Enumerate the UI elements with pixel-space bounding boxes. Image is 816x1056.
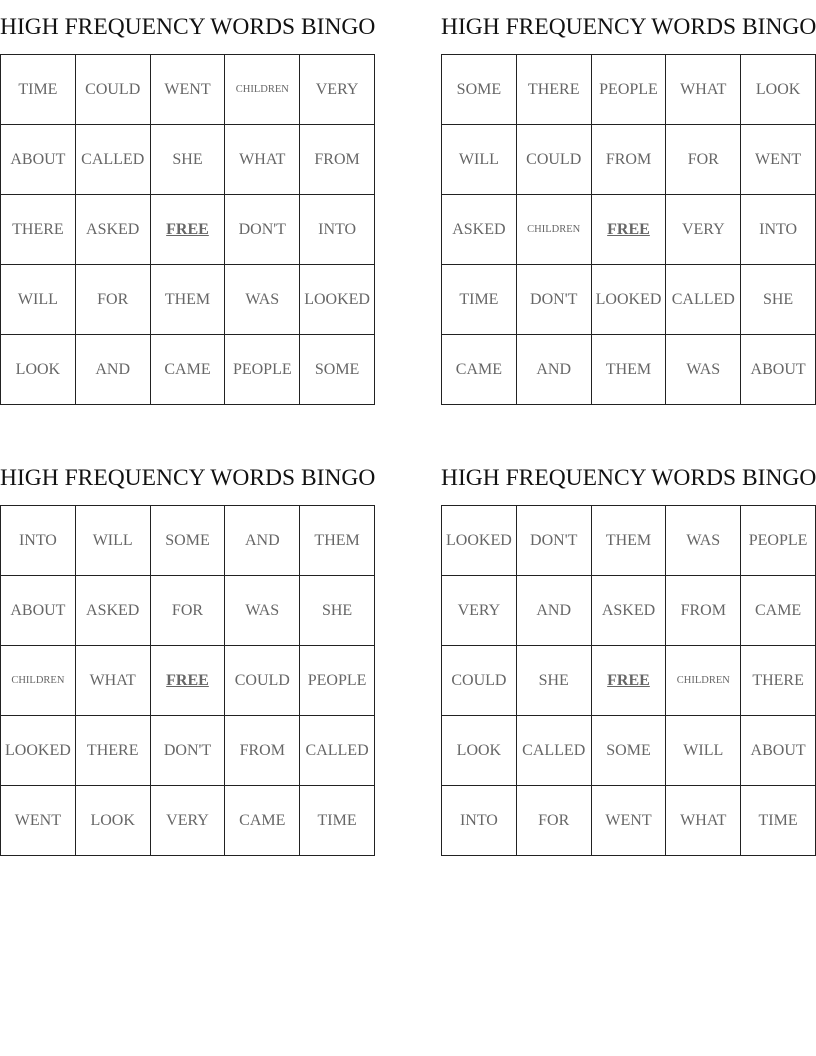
bingo-cell: INTO <box>442 786 517 856</box>
free-space-cell: FREE <box>591 195 666 265</box>
bingo-grid <box>441 54 816 405</box>
bingo-cell: CAME <box>442 335 517 405</box>
grid-row <box>442 716 816 786</box>
bingo-cell: DON'T <box>516 506 591 576</box>
grid-row <box>1 786 375 856</box>
bingo-cell: PEOPLE <box>741 506 816 576</box>
free-space-cell: FREE <box>150 646 225 716</box>
bingo-cell: WHAT <box>666 786 741 856</box>
bingo-cell: LOOKED <box>442 506 517 576</box>
bingo-cell: CHILDREN <box>516 195 591 265</box>
bingo-cell: CALLED <box>666 265 741 335</box>
bingo-cell: AND <box>516 576 591 646</box>
bingo-cell: WENT <box>150 55 225 125</box>
grid-row <box>442 335 816 405</box>
bingo-cell: TIME <box>741 786 816 856</box>
bingo-cell: COULD <box>225 646 300 716</box>
bingo-cell: VERY <box>442 576 517 646</box>
bingo-cell: WAS <box>666 506 741 576</box>
bingo-cell: COULD <box>516 125 591 195</box>
bingo-cell: SOME <box>150 506 225 576</box>
grid-row <box>1 335 375 405</box>
bingo-cell: ASKED <box>75 195 150 265</box>
bingo-cell: LOOKED <box>591 265 666 335</box>
bingo-cell: CALLED <box>75 125 150 195</box>
grid-row <box>442 265 816 335</box>
bingo-cell: WHAT <box>666 55 741 125</box>
bingo-cell: THERE <box>516 55 591 125</box>
bingo-cell: FROM <box>225 716 300 786</box>
bingo-cell: FOR <box>150 576 225 646</box>
bingo-cell: CHILDREN <box>666 646 741 716</box>
grid-row <box>442 576 816 646</box>
bingo-cell: THERE <box>75 716 150 786</box>
grid-row <box>1 125 375 195</box>
bingo-cell: CAME <box>150 335 225 405</box>
grid-row <box>1 716 375 786</box>
bingo-cell: CHILDREN <box>225 55 300 125</box>
bingo-cell: WHAT <box>75 646 150 716</box>
bingo-cell: LOOKED <box>1 716 76 786</box>
bingo-cell: WILL <box>1 265 76 335</box>
bingo-cell: WAS <box>225 576 300 646</box>
free-space-cell: FREE <box>150 195 225 265</box>
bingo-cell: AND <box>516 335 591 405</box>
bingo-cell: INTO <box>300 195 375 265</box>
bingo-cell: DON'T <box>150 716 225 786</box>
bingo-cell: FOR <box>75 265 150 335</box>
bingo-grid <box>0 505 375 856</box>
bingo-cell: VERY <box>300 55 375 125</box>
grid-row <box>442 125 816 195</box>
bingo-cell: SOME <box>442 55 517 125</box>
bingo-cell: LOOK <box>442 716 517 786</box>
grid-row <box>1 195 375 265</box>
bingo-cell: ASKED <box>75 576 150 646</box>
bingo-cell: CALLED <box>300 716 375 786</box>
grid-row <box>442 646 816 716</box>
bingo-cell: COULD <box>442 646 517 716</box>
card-title: HIGH FREQUENCY WORDS BINGO <box>0 465 376 491</box>
bingo-cell: WENT <box>591 786 666 856</box>
bingo-cell: ABOUT <box>1 125 76 195</box>
bingo-cell: ABOUT <box>741 716 816 786</box>
grid-row <box>1 55 375 125</box>
bingo-cell: SOME <box>591 716 666 786</box>
bingo-cell: THEM <box>150 265 225 335</box>
grid-row <box>442 506 816 576</box>
bingo-cell: COULD <box>75 55 150 125</box>
bingo-cell: PEOPLE <box>300 646 375 716</box>
bingo-cell: DON'T <box>516 265 591 335</box>
bingo-cell: WENT <box>1 786 76 856</box>
bingo-cell: AND <box>225 506 300 576</box>
grid-row <box>442 786 816 856</box>
grid-row <box>1 265 375 335</box>
bingo-cell: WAS <box>666 335 741 405</box>
bingo-cell: SHE <box>150 125 225 195</box>
bingo-cell: SHE <box>516 646 591 716</box>
bingo-cell: THEM <box>591 506 666 576</box>
bingo-cell: CAME <box>225 786 300 856</box>
bingo-cell: CHILDREN <box>1 646 76 716</box>
bingo-cell: TIME <box>300 786 375 856</box>
bingo-cell: CALLED <box>516 716 591 786</box>
card-title: HIGH FREQUENCY WORDS BINGO <box>0 14 376 40</box>
grid-row <box>442 195 816 265</box>
bingo-cell: LOOKED <box>300 265 375 335</box>
bingo-cell: THEM <box>591 335 666 405</box>
bingo-cell: WAS <box>225 265 300 335</box>
bingo-cell: FROM <box>300 125 375 195</box>
bingo-cell: WENT <box>741 125 816 195</box>
card-title: HIGH FREQUENCY WORDS BINGO <box>441 465 816 491</box>
bingo-cell: DON'T <box>225 195 300 265</box>
grid-row <box>1 576 375 646</box>
bingo-grid <box>0 54 375 405</box>
bingo-cell: PEOPLE <box>591 55 666 125</box>
grid-row <box>442 55 816 125</box>
bingo-cell: SHE <box>300 576 375 646</box>
bingo-cell: WHAT <box>225 125 300 195</box>
bingo-cell: FROM <box>591 125 666 195</box>
bingo-cell: CAME <box>741 576 816 646</box>
bingo-cell: LOOK <box>741 55 816 125</box>
bingo-cell: VERY <box>150 786 225 856</box>
bingo-cell: THERE <box>1 195 76 265</box>
bingo-cell: SOME <box>300 335 375 405</box>
bingo-cell: ASKED <box>442 195 517 265</box>
bingo-cell: ASKED <box>591 576 666 646</box>
bingo-cell: FOR <box>666 125 741 195</box>
bingo-cell: AND <box>75 335 150 405</box>
bingo-cell: ABOUT <box>1 576 76 646</box>
bingo-cell: VERY <box>666 195 741 265</box>
free-space-cell: FREE <box>591 646 666 716</box>
bingo-cell: TIME <box>1 55 76 125</box>
bingo-grid <box>441 505 816 856</box>
bingo-cell: ABOUT <box>741 335 816 405</box>
card-title: HIGH FREQUENCY WORDS BINGO <box>441 14 816 40</box>
grid-row <box>1 646 375 716</box>
bingo-cell: THEM <box>300 506 375 576</box>
bingo-cell: LOOK <box>1 335 76 405</box>
bingo-cell: PEOPLE <box>225 335 300 405</box>
bingo-cell: LOOK <box>75 786 150 856</box>
bingo-cell: WILL <box>75 506 150 576</box>
bingo-cell: FOR <box>516 786 591 856</box>
bingo-cell: WILL <box>442 125 517 195</box>
bingo-cell: INTO <box>1 506 76 576</box>
bingo-cell: SHE <box>741 265 816 335</box>
bingo-cell: FROM <box>666 576 741 646</box>
bingo-cell: TIME <box>442 265 517 335</box>
bingo-cell: THERE <box>741 646 816 716</box>
bingo-cell: INTO <box>741 195 816 265</box>
grid-row <box>1 506 375 576</box>
bingo-cell: WILL <box>666 716 741 786</box>
